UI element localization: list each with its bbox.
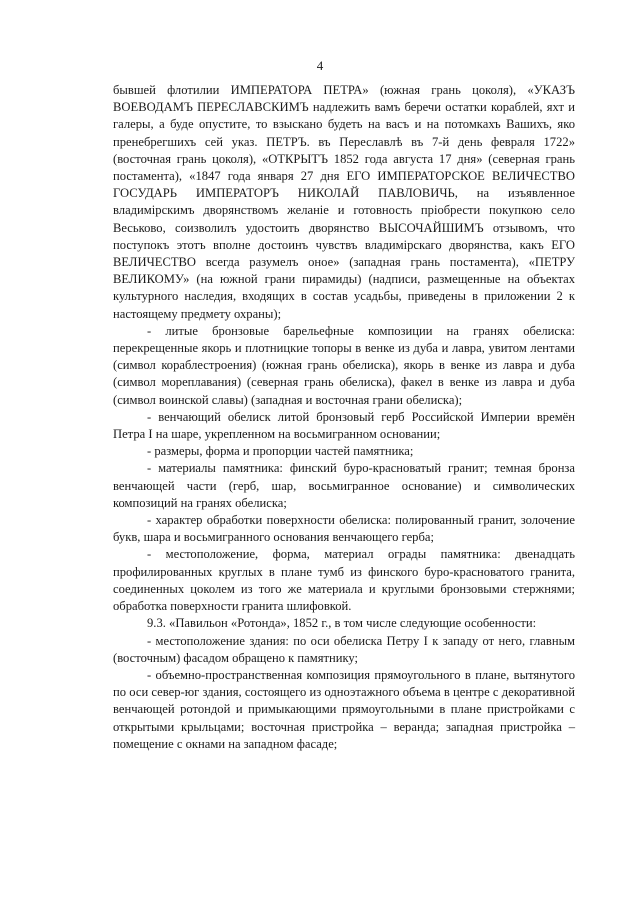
paragraph: - размеры, форма и пропорции частей памятника; <box>147 444 414 459</box>
paragraph: - характер обработки поверхности обелиска: полированный гранит, золочение букв, шара и восьмигранного основания венчающего герба; <box>113 513 575 545</box>
paragraph: - венчающий обелиск литой бронзовый герб Российской Империи времён Петра I на шаре, укрепленном на восьмигранном основании; <box>113 409 575 442</box>
paragraph: - литые бронзовые барельефные композиции на гранях обелиска: перекрещенные якорь и плотницкие топоры в венке из дуба и лавра, увитом лентами (символ кораблестроения) (южная грань обелиска), якорь в венке из лавра и дуба (символ мореплавания) (северная грань обелиска), факел в венке из лавра и дуба (символ воинской славы) (западная и восточная грани обелиска); <box>113 323 575 407</box>
paragraph: - местоположение, форма, материал ограды памятника: двенадцать профилированных круглых в плане тумб из финского буро-красноватого гранита, соединенных цоколем из того же материала и круглыми бронзовыми стержнями; обработка поверхности гранита шлифовкой. <box>113 547 575 614</box>
paragraph: - объемно-пространственная композиция прямоугольного в плане, вытянутого по оси север-юг здания, состоящего из одноэтажного объема в центре с декоративной венчающей ротондой и примыкающими прямоугольными в плане пристройками с открытыми крыльцами; восточная пристройка – веранда; западная пристройка – помещение с окнами на западном фасаде; <box>113 667 575 751</box>
page-number: 4 <box>316 58 324 73</box>
section-heading-paragraph: 9.3. «Павильон «Ротонда», 1852 г., в том числе следующие особенности: <box>147 616 537 631</box>
paragraph: - материалы памятника: финский буро-красноватый гранит; темная бронза венчающей части (герб, шар, восьмигранное основание) и символических композиций на гранях обелиска; <box>113 461 575 510</box>
paragraph: бывшей флотилии ИМПЕРАТОРА ПЕТРА» (южная грань цоколя), «УКАЗЪ ВОЕВОДАМЪ ПЕРЕСЛАВСКИМЪ надлежить вамъ беречи остатки кораблей, яхт и галеры, а буде опустите, то взыскано будеть на васъ и на потомкахъ Вашихъ, яко пренебрегшихъ сей указ. ПЕТРЪ. въ Переславлѣ въ 7-й день февраля 1722» (восточная грань цоколя), «ОТКРЫТЪ 1852 года августа 17 дня» (северная грань постамента), «1847 года января 27 дня ЕГО ИМПЕРАТОРСКОЕ ВЕЛИЧЕСТВО ГОСУДАРЬ ИМПЕРАТОРЪ НИКОЛАЙ ПАВЛОВИЧЬ, на изъявленное владимірскимъ дворянствомъ желаніе и готовность пріобрести покупкою село Веськово, соизволилъ удостоить дворянство ВЫСОЧАЙШИМЪ отзывомъ, что поступокъ этотъ вполне достоинъ чувствъ владимірскаго дворянства, какъ ЕГО ВЕЛИЧЕСТВО всегда разумелъ оное» (западная грань постамента), «ПЕТРУ ВЕЛИКОМУ» (на южной грани пирамиды) (надписи, размещенные на объектах культурного наследия, входящих в состав усадьбы, приведены в приложении 2 к настоящему предмету охраны); <box>113 83 575 321</box>
paragraph: - местоположение здания: по оси обелиска Петру I к западу от него, главным (восточным) фасадом обращено к памятнику; <box>113 633 575 665</box>
document-body <box>113 82 575 753</box>
